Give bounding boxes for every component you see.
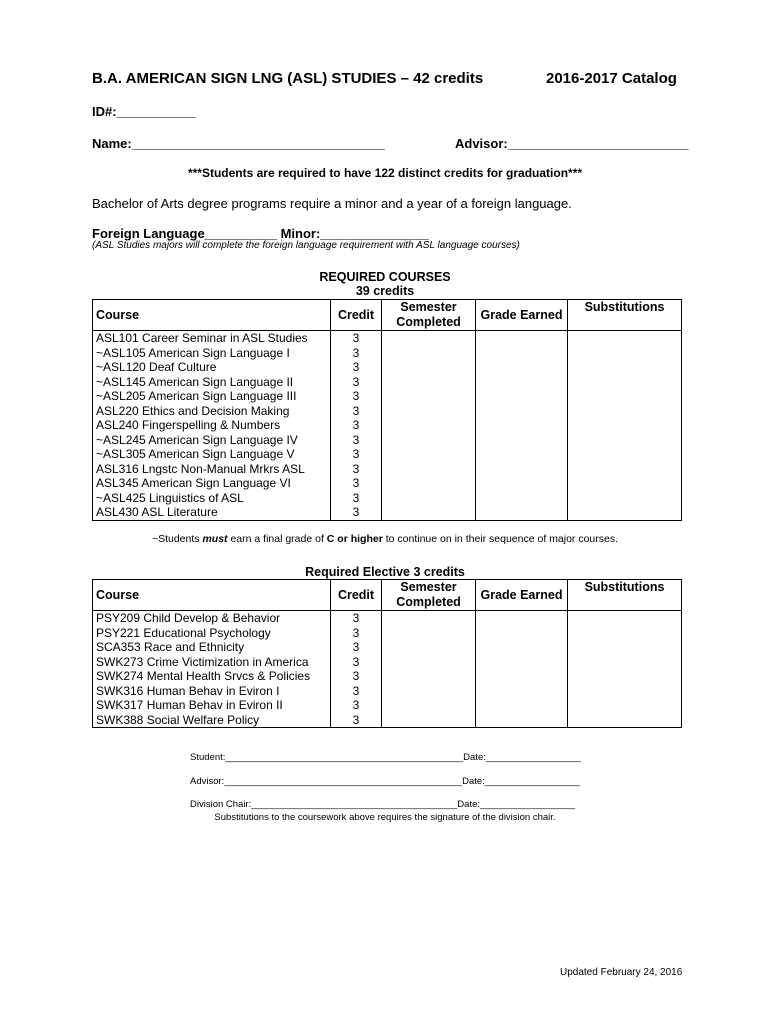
student-signature-line — [190, 752, 581, 763]
grade-cell — [476, 505, 568, 520]
course-cell: ~ASL305 American Sign Language V — [93, 447, 331, 462]
grade-requirement-note — [0, 533, 770, 545]
course-cell: ASL345 American Sign Language VI — [93, 476, 331, 491]
course-cell: ASL240 Fingerspelling & Numbers — [93, 418, 331, 433]
semester-cell — [382, 433, 476, 448]
table-row — [93, 404, 682, 419]
substitution-cell — [568, 640, 682, 655]
chair-signature-label: Division Chair:_______________________________________ — [190, 799, 458, 810]
course-cell: ~ASL105 American Sign Language I — [93, 346, 331, 361]
course-cell: ~ASL245 American Sign Language IV — [93, 433, 331, 448]
table-row — [93, 684, 682, 699]
note-prefix: ~Students — [151, 533, 203, 545]
credit-cell: 3 — [331, 640, 382, 655]
note-mid: earn a final grade of — [227, 533, 327, 545]
credit-cell: 3 — [331, 433, 382, 448]
course-cell: ~ASL205 American Sign Language III — [93, 389, 331, 404]
grade-cell — [476, 360, 568, 375]
column-header-grade: Grade Earned — [476, 300, 568, 331]
column-header-semester: Semester Completed — [382, 300, 476, 331]
substitution-cell — [568, 331, 682, 346]
course-cell: SWK274 Mental Health Srvcs & Policies — [93, 669, 331, 684]
elective-courses-table — [92, 579, 682, 728]
semester-cell — [382, 462, 476, 477]
semester-cell — [382, 626, 476, 641]
substitution-cell — [568, 447, 682, 462]
elective-heading: Required Elective 3 credits — [305, 565, 465, 579]
table-row — [93, 360, 682, 375]
course-cell: SWK317 Human Behav in Eviron II — [93, 698, 331, 713]
column-header-course: Course — [93, 300, 331, 331]
note-suffix: to continue on in their sequence of major courses. — [382, 533, 619, 545]
substitution-cell — [568, 713, 682, 728]
table-row — [93, 346, 682, 361]
grade-cell — [476, 640, 568, 655]
table-row — [93, 626, 682, 641]
grade-cell — [476, 491, 568, 506]
semester-cell — [382, 404, 476, 419]
student-date-label: Date:__________________ — [463, 752, 581, 763]
credit-cell: 3 — [331, 655, 382, 670]
grade-cell — [476, 375, 568, 390]
credit-cell: 3 — [331, 346, 382, 361]
column-header-substitutions: Substitutions — [568, 580, 682, 611]
course-cell: ASL220 Ethics and Decision Making — [93, 404, 331, 419]
catalog-year: 2016-2017 Catalog — [546, 70, 677, 87]
updated-date: Updated February 24, 2016 — [560, 967, 683, 978]
course-cell: SWK316 Human Behav in Eviron I — [93, 684, 331, 699]
semester-cell — [382, 491, 476, 506]
grade-cell — [476, 611, 568, 626]
table-row — [93, 476, 682, 491]
substitution-cell — [568, 418, 682, 433]
column-header-grade: Grade Earned — [476, 580, 568, 611]
credit-cell: 3 — [331, 418, 382, 433]
course-cell: PSY209 Child Develop & Behavior — [93, 611, 331, 626]
advisor-signature-line — [190, 776, 580, 787]
grade-cell — [476, 331, 568, 346]
course-cell: ~ASL425 Linguistics of ASL — [93, 491, 331, 506]
substitution-cell — [568, 611, 682, 626]
table-row — [93, 447, 682, 462]
grade-cell — [476, 418, 568, 433]
substitution-cell — [568, 698, 682, 713]
course-cell: ASL101 Career Seminar in ASL Studies — [93, 331, 331, 346]
course-cell: SWK273 Crime Victimization in America — [93, 655, 331, 670]
grade-cell — [476, 389, 568, 404]
table-row — [93, 611, 682, 626]
substitution-cell — [568, 491, 682, 506]
credit-cell: 3 — [331, 713, 382, 728]
required-courses-credits: 39 credits — [355, 284, 415, 298]
credit-cell: 3 — [331, 491, 382, 506]
column-header-credit: Credit — [331, 580, 382, 611]
table-row — [93, 375, 682, 390]
table-row — [93, 462, 682, 477]
student-signature-label: Student:_____________________________________________ — [190, 752, 464, 763]
course-cell: PSY221 Educational Psychology — [93, 626, 331, 641]
course-cell: ~ASL120 Deaf Culture — [93, 360, 331, 375]
grade-cell — [476, 404, 568, 419]
table-row — [93, 389, 682, 404]
table-row — [93, 698, 682, 713]
semester-cell — [382, 669, 476, 684]
grade-cell — [476, 346, 568, 361]
substitution-cell — [568, 684, 682, 699]
document-title: B.A. AMERICAN SIGN LNG (ASL) STUDIES – 42 credits — [92, 70, 484, 87]
semester-cell — [382, 346, 476, 361]
note-grade: C or higher — [326, 533, 383, 545]
substitution-cell — [568, 433, 682, 448]
substitution-cell — [568, 404, 682, 419]
credit-cell: 3 — [331, 669, 382, 684]
grade-cell — [476, 433, 568, 448]
required-courses-table — [92, 299, 682, 521]
credit-cell: 3 — [331, 404, 382, 419]
semester-cell — [382, 375, 476, 390]
substitution-cell — [568, 669, 682, 684]
semester-cell — [382, 447, 476, 462]
semester-cell — [382, 655, 476, 670]
credit-cell: 3 — [331, 375, 382, 390]
credit-cell: 3 — [331, 331, 382, 346]
column-header-semester: Semester Completed — [382, 580, 476, 611]
credit-cell: 3 — [331, 462, 382, 477]
advisor-field: Advisor:_________________________ — [455, 136, 689, 151]
credit-cell: 3 — [331, 684, 382, 699]
credit-cell: 3 — [331, 447, 382, 462]
note-must: must — [202, 533, 228, 545]
semester-cell — [382, 331, 476, 346]
course-cell: SWK388 Social Welfare Policy — [93, 713, 331, 728]
substitution-cell — [568, 505, 682, 520]
course-cell: ~ASL145 American Sign Language II — [93, 375, 331, 390]
substitution-cell — [568, 476, 682, 491]
table-row — [93, 505, 682, 520]
course-cell: SCA353 Race and Ethnicity — [93, 640, 331, 655]
grade-cell — [476, 655, 568, 670]
grade-cell — [476, 713, 568, 728]
substitution-cell — [568, 389, 682, 404]
id-field: ID#:___________ — [92, 104, 197, 119]
grade-cell — [476, 462, 568, 477]
semester-cell — [382, 611, 476, 626]
semester-cell — [382, 505, 476, 520]
column-header-substitutions: Substitutions — [568, 300, 682, 331]
grade-cell — [476, 447, 568, 462]
semester-cell — [382, 389, 476, 404]
semester-cell — [382, 698, 476, 713]
advisor-date-label: Date:__________________ — [462, 776, 580, 787]
semester-cell — [382, 640, 476, 655]
credit-cell: 3 — [331, 389, 382, 404]
credit-cell: 3 — [331, 698, 382, 713]
substitution-cell — [568, 462, 682, 477]
semester-cell — [382, 418, 476, 433]
grade-cell — [476, 684, 568, 699]
foreign-language-note: (ASL Studies majors will complete the foreign language requirement with ASL language courses) — [92, 240, 520, 251]
substitution-cell — [568, 626, 682, 641]
credit-cell: 3 — [331, 626, 382, 641]
graduation-credits-notice: ***Students are required to have 122 distinct credits for graduation*** — [187, 166, 583, 180]
table-row — [93, 491, 682, 506]
substitutions-note: Substitutions to the coursework above requires the signature of the division chair. — [214, 812, 556, 823]
credit-cell: 3 — [331, 476, 382, 491]
substitution-cell — [568, 655, 682, 670]
table-row — [93, 669, 682, 684]
credit-cell: 3 — [331, 360, 382, 375]
required-courses-heading: REQUIRED COURSES — [319, 270, 451, 284]
substitution-cell — [568, 360, 682, 375]
chair-date-label: Date:__________________ — [457, 799, 576, 810]
semester-cell — [382, 476, 476, 491]
grade-cell — [476, 698, 568, 713]
credit-cell: 3 — [331, 505, 382, 520]
column-header-credit: Credit — [331, 300, 382, 331]
credit-cell: 3 — [331, 611, 382, 626]
ba-requirement-statement: Bachelor of Arts degree programs require a minor and a year of a foreign language. — [92, 196, 572, 211]
chair-signature-line — [190, 799, 575, 810]
substitution-cell — [568, 375, 682, 390]
column-header-course: Course — [93, 580, 331, 611]
table-row — [93, 713, 682, 728]
grade-cell — [476, 476, 568, 491]
grade-cell — [476, 669, 568, 684]
course-cell: ASL430 ASL Literature — [93, 505, 331, 520]
table-row — [93, 331, 682, 346]
semester-cell — [382, 713, 476, 728]
grade-cell — [476, 626, 568, 641]
course-cell: ASL316 Lngstc Non-Manual Mrkrs ASL — [93, 462, 331, 477]
substitution-cell — [568, 346, 682, 361]
table-row — [93, 433, 682, 448]
semester-cell — [382, 360, 476, 375]
foreign-language-minor-field: Foreign Language__________ Minor:_______________ — [92, 226, 429, 241]
table-row — [93, 640, 682, 655]
name-field: Name:___________________________________ — [92, 136, 385, 151]
semester-cell — [382, 684, 476, 699]
table-row — [93, 655, 682, 670]
table-row — [93, 418, 682, 433]
advisor-signature-label: Advisor:_____________________________________________ — [190, 776, 463, 787]
